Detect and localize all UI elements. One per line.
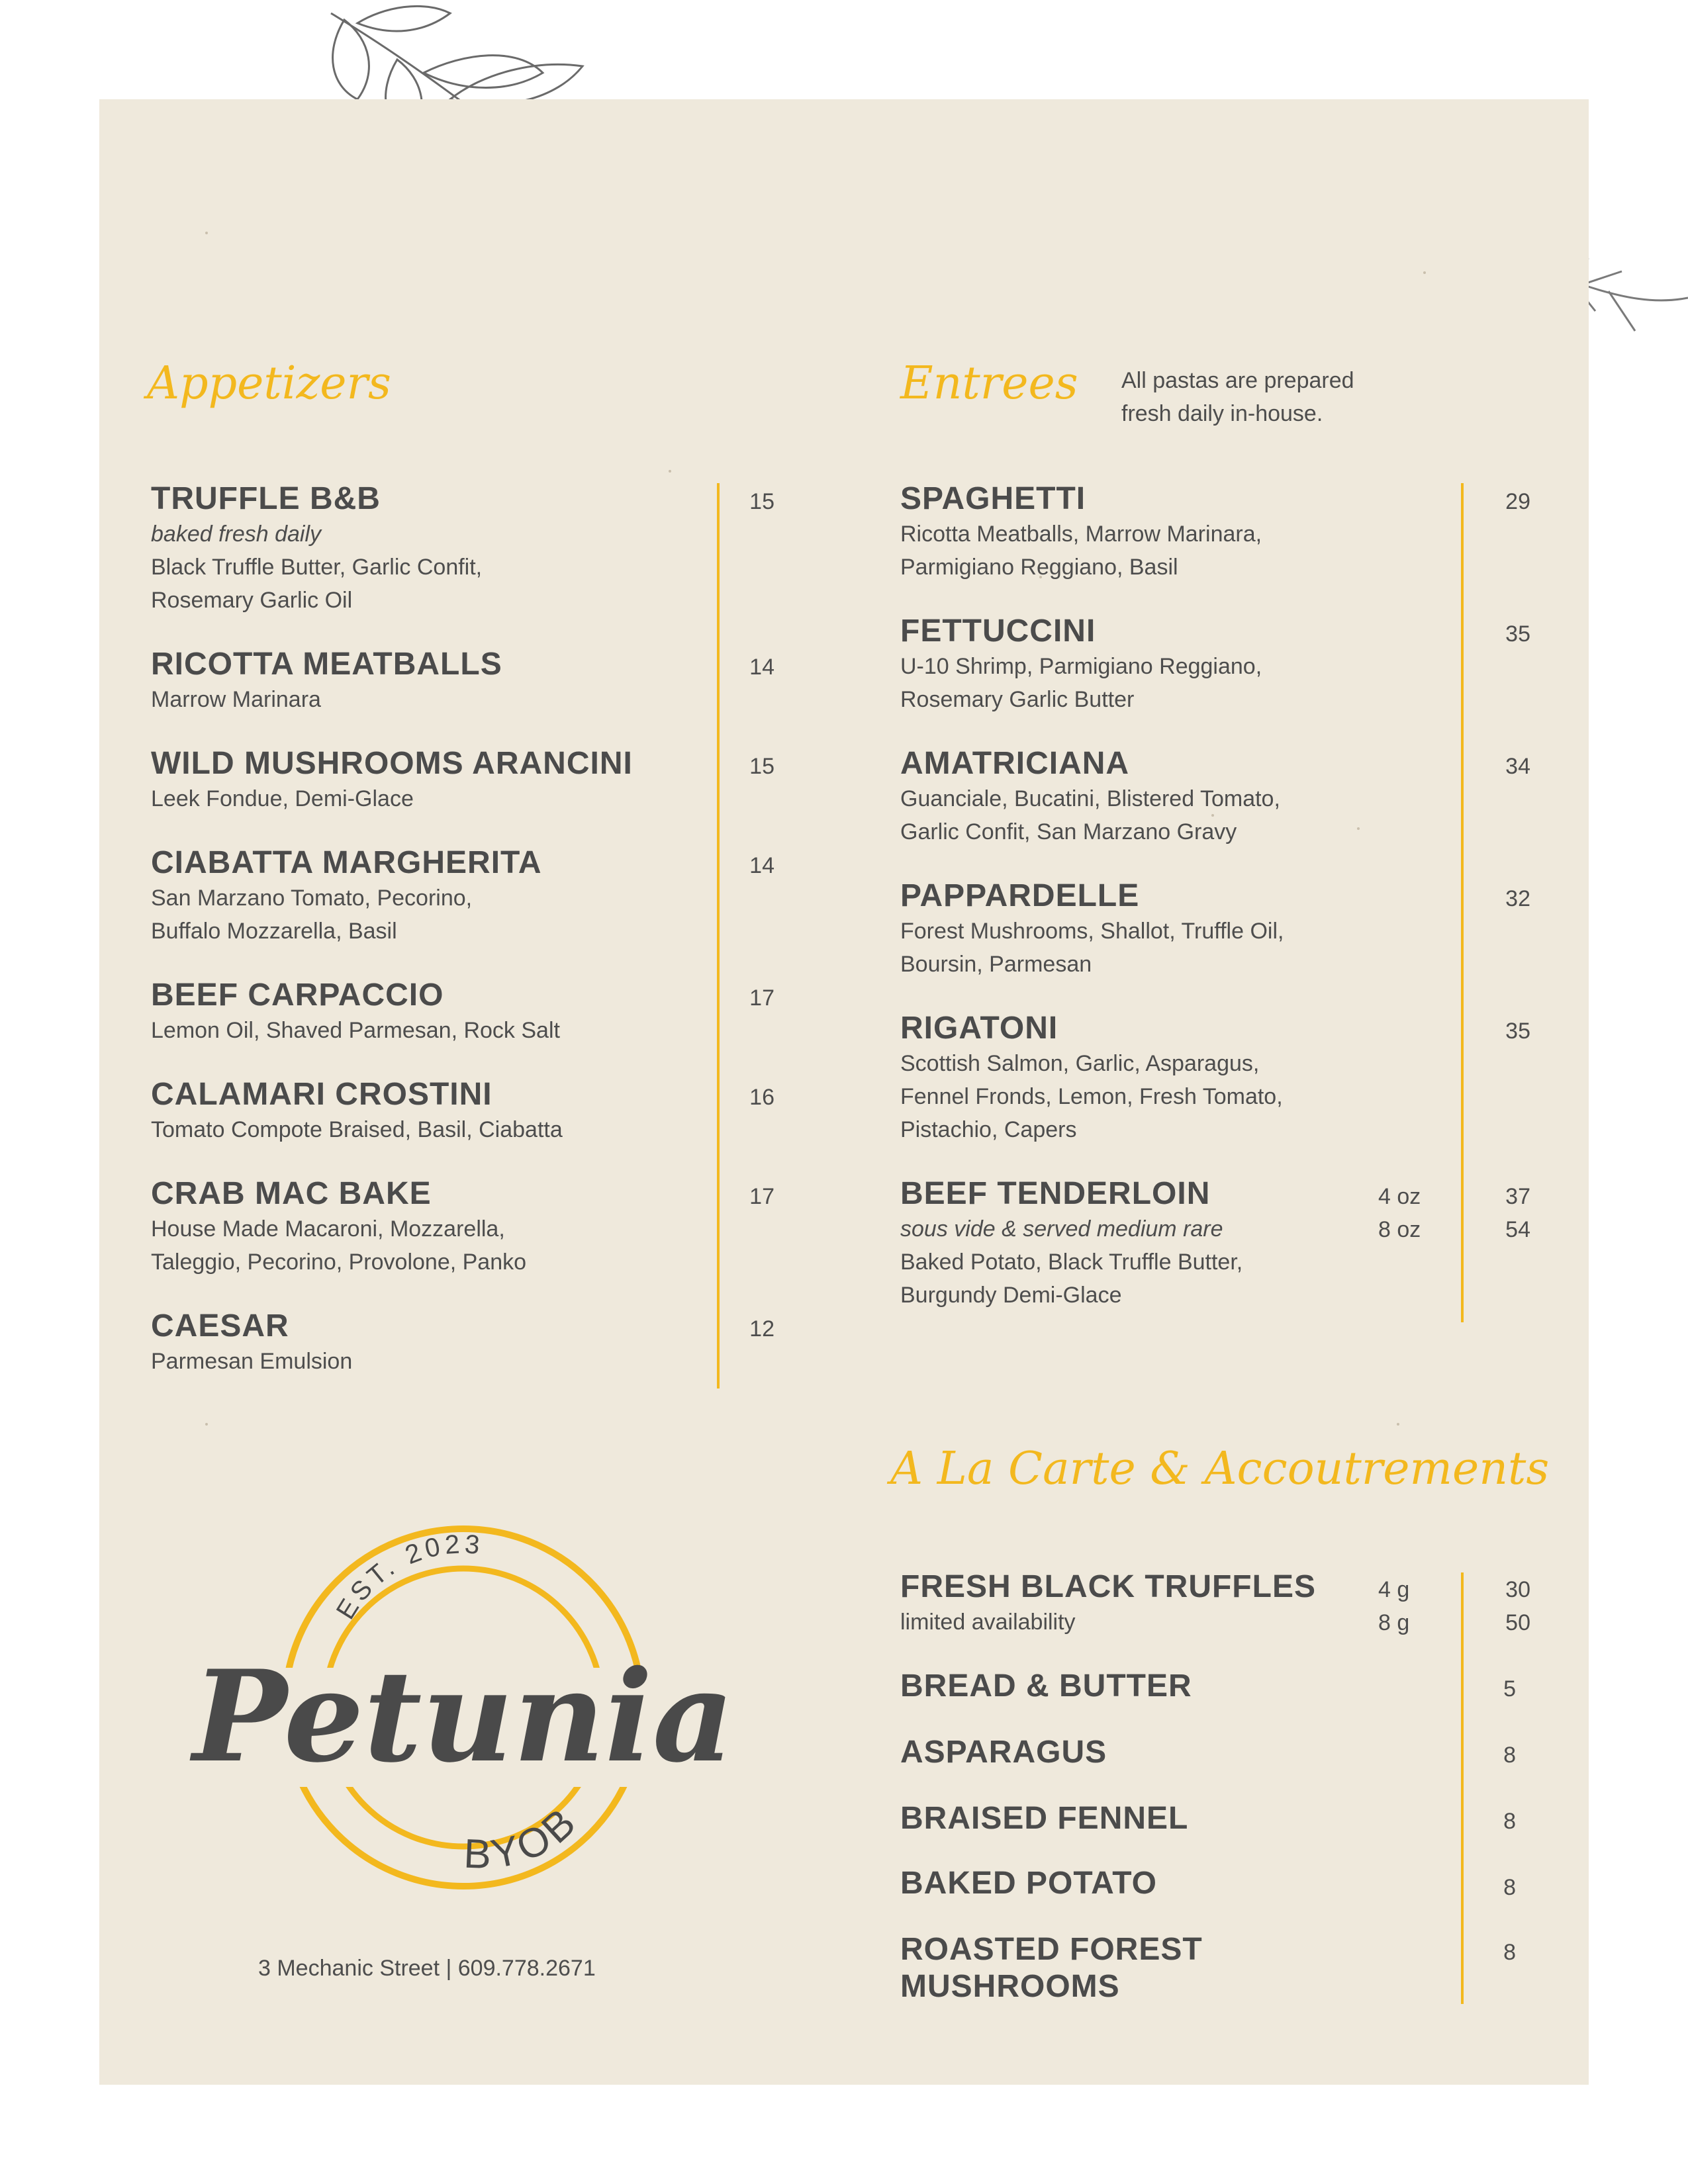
item-name: BRAISED FENNEL — [900, 1801, 1189, 1836]
item-description: limited availability — [900, 1610, 1076, 1635]
logo-byob: BYOB — [463, 1797, 587, 1878]
item-note: baked fresh daily — [151, 522, 322, 547]
entrees-note-line: fresh daily in-house. — [1121, 401, 1323, 426]
item-description: Leek Fondue, Demi-Glace — [151, 786, 414, 811]
menu-item-spaghetti — [900, 480, 1262, 584]
item-name: CRAB MAC BAKE — [151, 1176, 432, 1211]
item-description: Parmigiano Reggiano, Basil — [900, 555, 1178, 580]
item-description: Taleggio, Pecorino, Provolone, Panko — [151, 1250, 527, 1275]
menu-item-ricotta-meatballs — [151, 646, 502, 716]
menu-item-beef-carpaccio — [151, 977, 560, 1047]
item-name: BAKED POTATO — [900, 1866, 1158, 1901]
item-description: Parmesan Emulsion — [151, 1349, 353, 1374]
alacarte-heading: A La Carte & Accoutrements — [890, 1443, 1550, 1495]
menu-item-crab-mac-bake — [151, 1175, 526, 1279]
menu-item-ciabatta-margherita — [151, 844, 541, 948]
item-name: BREAD & BUTTER — [900, 1668, 1192, 1704]
logo-est: EST. 2023 — [330, 1529, 485, 1625]
menu-item-roasted-forest-mushrooms — [900, 1931, 1203, 2005]
item-price: 16 — [749, 1085, 774, 1110]
item-name: SPAGHETTI — [900, 481, 1086, 516]
item-description: Pistachio, Capers — [900, 1117, 1077, 1142]
petunia-logo — [172, 1482, 768, 1919]
item-description: Boursin, Parmesan — [900, 952, 1092, 977]
item-price: 54 — [1505, 1217, 1530, 1242]
item-price: 30 — [1505, 1577, 1530, 1602]
item-description: Rosemary Garlic Butter — [900, 687, 1135, 712]
item-name: AMATRICIANA — [900, 746, 1130, 781]
item-description: House Made Macaroni, Mozzarella, — [151, 1216, 505, 1242]
appetizers-price-divider — [717, 483, 720, 1388]
menu-item-pappardelle — [900, 878, 1284, 981]
item-price: 5 — [1503, 1676, 1516, 1702]
menu-item-beef-tenderloin — [900, 1175, 1243, 1312]
item-price: 29 — [1505, 489, 1530, 514]
entrees-note-line: All pastas are prepared — [1121, 368, 1354, 393]
item-name: CAESAR — [151, 1308, 289, 1343]
item-price: 8 — [1503, 1940, 1516, 1965]
item-size: 4 oz — [1378, 1184, 1421, 1209]
item-description: San Marzano Tomato, Pecorino, — [151, 886, 473, 911]
menu-item-baked-potato — [900, 1865, 1157, 1902]
item-price: 15 — [749, 754, 774, 779]
item-size: 4 g — [1378, 1577, 1410, 1602]
item-description: Garlic Confit, San Marzano Gravy — [900, 819, 1237, 844]
item-price: 35 — [1505, 1019, 1530, 1044]
menu-item-fresh-black-truffles — [900, 1569, 1316, 1639]
menu-item-calamari-crostini — [151, 1076, 563, 1146]
entrees-heading: Entrees — [900, 357, 1078, 410]
item-price: 8 — [1503, 1809, 1516, 1834]
menu-item-amatriciana — [900, 745, 1280, 848]
entrees-note — [1121, 364, 1354, 430]
item-price: 15 — [749, 489, 774, 514]
item-description: U-10 Shrimp, Parmigiano Reggiano, — [900, 654, 1262, 679]
item-description: Burgundy Demi-Glace — [900, 1283, 1122, 1308]
item-price: 12 — [749, 1316, 774, 1342]
item-name: RICOTTA MEATBALLS — [151, 647, 502, 682]
item-description: Rosemary Garlic Oil — [151, 588, 353, 613]
item-price: 14 — [749, 655, 774, 680]
item-description: Tomato Compote Braised, Basil, Ciabatta — [151, 1117, 563, 1142]
item-name: PAPPARDELLE — [900, 878, 1140, 913]
item-name: CALAMARI CROSTINI — [151, 1077, 492, 1112]
item-description: Lemon Oil, Shaved Parmesan, Rock Salt — [151, 1018, 560, 1043]
item-name: ROASTED FOREST — [900, 1932, 1203, 1967]
item-name: CIABATTA MARGHERITA — [151, 845, 542, 880]
item-price: 37 — [1505, 1184, 1530, 1209]
menu-item-caesar — [151, 1308, 352, 1378]
item-price: 17 — [749, 1184, 774, 1209]
item-note: sous vide & served medium rare — [900, 1216, 1223, 1242]
menu-item-bread-butter — [900, 1668, 1192, 1705]
menu-item-rigatoni — [900, 1010, 1283, 1146]
item-name: FETTUCCINI — [900, 614, 1096, 649]
menu-item-truffle-bb — [151, 480, 482, 617]
menu-item-fettuccini — [900, 613, 1262, 716]
menu-item-asparagus — [900, 1734, 1107, 1771]
item-name: WILD MUSHROOMS ARANCINI — [151, 746, 633, 781]
item-price: 50 — [1505, 1610, 1530, 1635]
item-name: ASPARAGUS — [900, 1735, 1107, 1770]
item-name: RIGATONI — [900, 1011, 1058, 1046]
item-description: Scottish Salmon, Garlic, Asparagus, — [900, 1051, 1260, 1076]
item-name: FRESH BLACK TRUFFLES — [900, 1569, 1316, 1604]
appetizers-heading: Appetizers — [147, 357, 391, 410]
item-description: Black Truffle Butter, Garlic Confit, — [151, 555, 483, 580]
item-price: 32 — [1505, 886, 1530, 911]
item-name: MUSHROOMS — [900, 1969, 1120, 2004]
item-description: Baked Potato, Black Truffle Butter, — [900, 1250, 1243, 1275]
entrees-price-divider — [1461, 483, 1464, 1322]
item-name: BEEF TENDERLOIN — [900, 1176, 1211, 1211]
item-description: Forest Mushrooms, Shallot, Truffle Oil, — [900, 919, 1284, 944]
item-name: TRUFFLE B&B — [151, 481, 381, 516]
logo-wordmark: Petunia — [193, 1643, 734, 1790]
item-price: 14 — [749, 853, 774, 878]
item-price: 17 — [749, 985, 774, 1011]
item-description: Fennel Fronds, Lemon, Fresh Tomato, — [900, 1084, 1283, 1109]
menu-item-braised-fennel — [900, 1800, 1188, 1837]
item-size: 8 oz — [1378, 1217, 1421, 1242]
item-description: Ricotta Meatballs, Marrow Marinara, — [900, 522, 1262, 547]
item-price: 34 — [1505, 754, 1530, 779]
item-price: 8 — [1503, 1743, 1516, 1768]
item-description: Guanciale, Bucatini, Blistered Tomato, — [900, 786, 1280, 811]
menu-item-wild-mushrooms-arancini — [151, 745, 633, 815]
item-price: 35 — [1505, 621, 1530, 647]
footer-address: 3 Mechanic Street | 609.778.2671 — [258, 1956, 596, 1981]
item-size: 8 g — [1378, 1610, 1410, 1635]
item-price: 8 — [1503, 1875, 1516, 1900]
item-description: Buffalo Mozzarella, Basil — [151, 919, 397, 944]
item-name: BEEF CARPACCIO — [151, 978, 444, 1013]
item-description: Marrow Marinara — [151, 687, 321, 712]
